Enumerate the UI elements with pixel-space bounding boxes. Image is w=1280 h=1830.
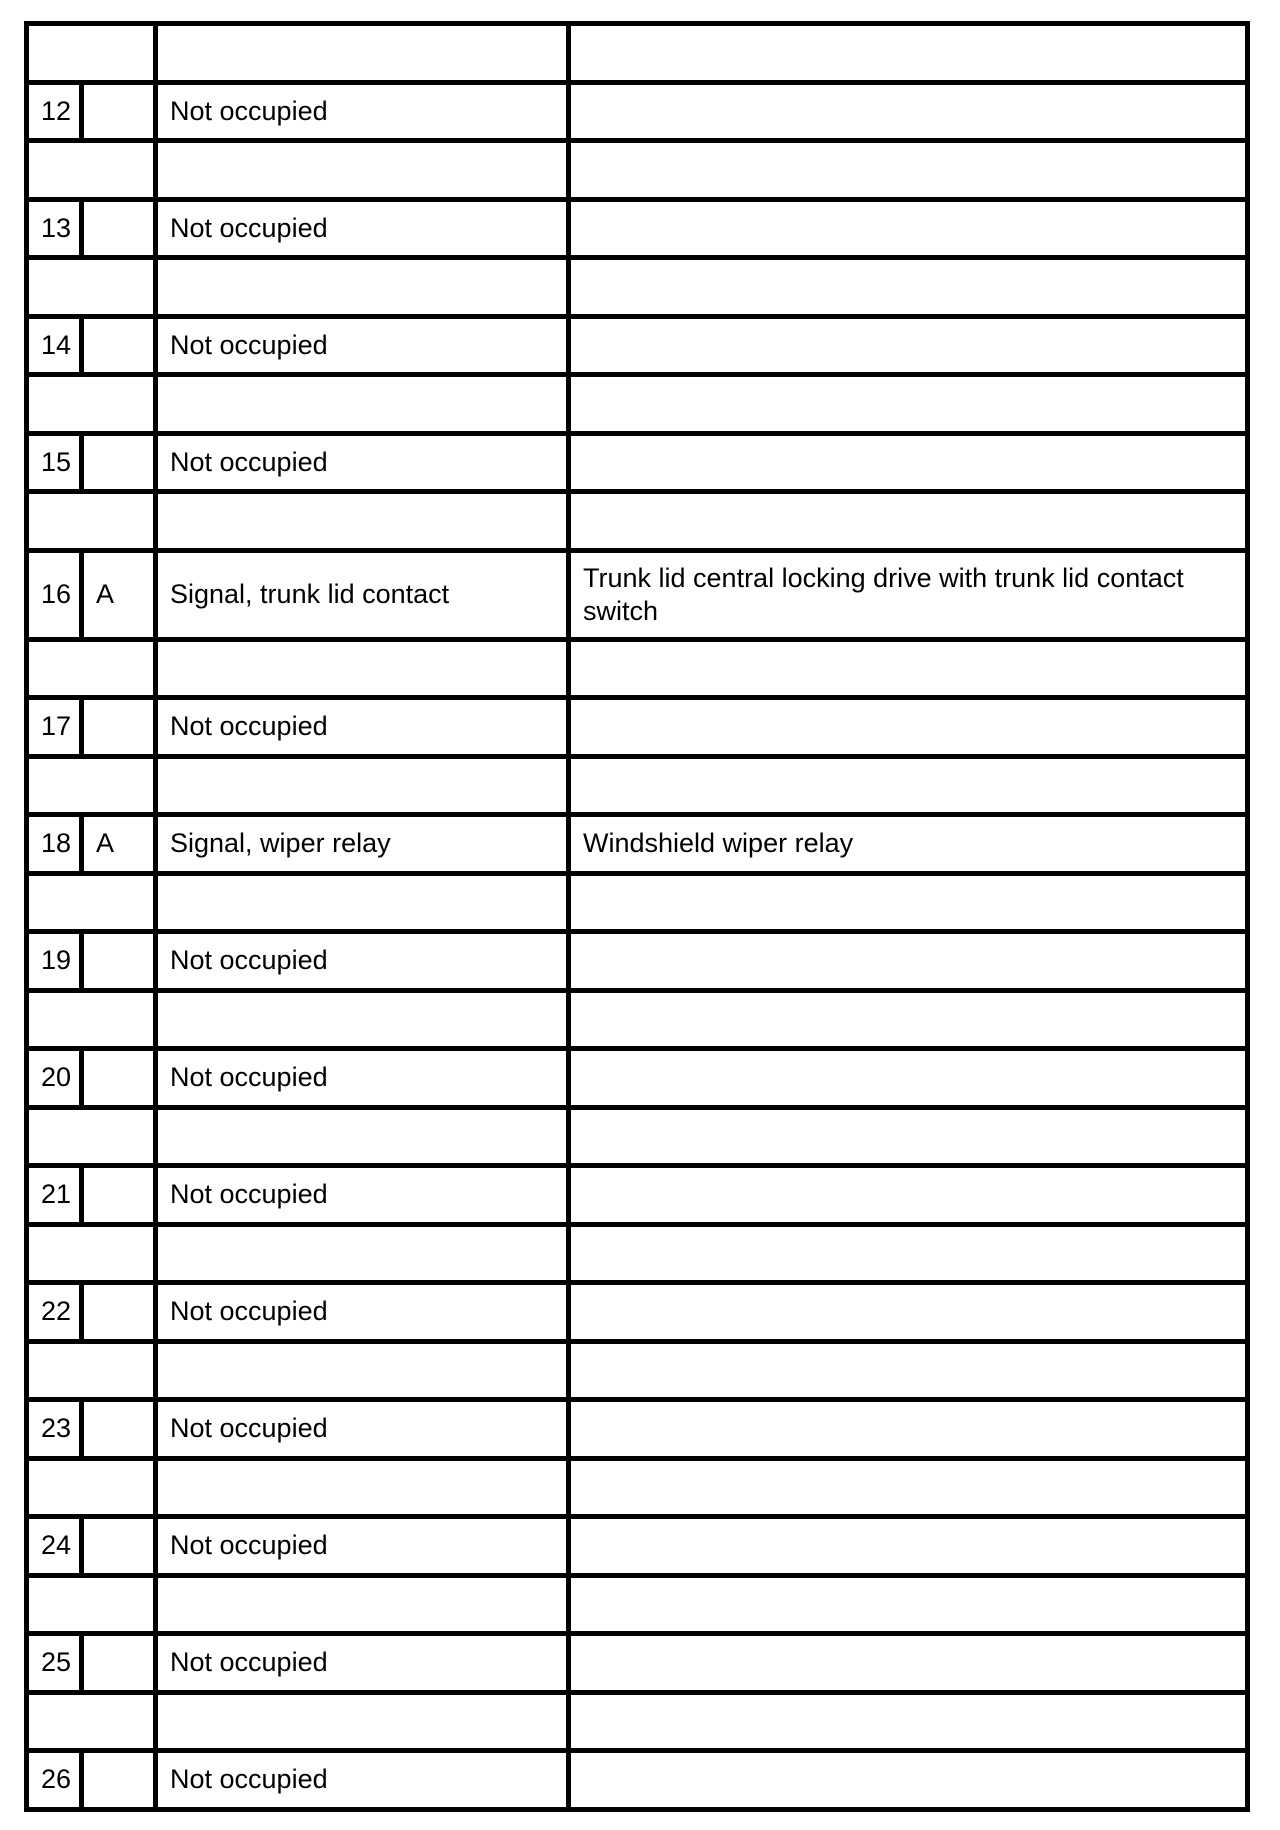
pin-assignment-table — [24, 21, 1250, 1812]
pin-code-cell — [82, 698, 156, 757]
signal-cell: Not occupied — [156, 1751, 569, 1810]
signal-cell: Not occupied — [156, 199, 569, 258]
spacer-component-cell — [569, 873, 1248, 932]
signal-cell: Not occupied — [156, 932, 569, 991]
spacer-component-cell — [569, 1575, 1248, 1634]
signal-cell: Signal, trunk lid contact — [156, 550, 569, 639]
spacer-row — [27, 375, 1248, 434]
spacer-ident-cell — [27, 756, 156, 815]
spacer-row — [27, 258, 1248, 317]
signal-cell: Not occupied — [156, 698, 569, 757]
spacer-component-cell — [569, 141, 1248, 200]
pin-row — [27, 1400, 1248, 1459]
component-cell — [569, 1049, 1248, 1108]
spacer-component-cell — [569, 1458, 1248, 1517]
pin-number-cell: 21 — [27, 1166, 82, 1225]
spacer-signal-cell — [156, 1458, 569, 1517]
spacer-ident-cell — [27, 990, 156, 1049]
pin-number-cell: 25 — [27, 1634, 82, 1693]
spacer-row — [27, 756, 1248, 815]
pin-code-cell — [82, 1634, 156, 1693]
pin-row — [27, 1634, 1248, 1693]
pin-row — [27, 1517, 1248, 1576]
pin-row — [27, 316, 1248, 375]
spacer-ident-cell — [27, 1575, 156, 1634]
signal-cell: Not occupied — [156, 1166, 569, 1225]
spacer-ident-cell — [27, 639, 156, 698]
spacer-row — [27, 639, 1248, 698]
signal-cell: Not occupied — [156, 1517, 569, 1576]
pin-code-cell — [82, 1283, 156, 1342]
spacer-signal-cell — [156, 990, 569, 1049]
spacer-ident-cell — [27, 1341, 156, 1400]
spacer-signal-cell — [156, 756, 569, 815]
pin-code-cell — [82, 82, 156, 141]
spacer-component-cell — [569, 990, 1248, 1049]
component-cell: Trunk lid central locking drive with trunk lid contact switch — [569, 550, 1248, 639]
pin-row — [27, 82, 1248, 141]
pin-row — [27, 1283, 1248, 1342]
spacer-row — [27, 1341, 1248, 1400]
signal-cell: Not occupied — [156, 1400, 569, 1459]
pin-number-cell: 17 — [27, 698, 82, 757]
spacer-row — [27, 1692, 1248, 1751]
spacer-component-cell — [569, 375, 1248, 434]
pin-row — [27, 433, 1248, 492]
pin-row — [27, 815, 1248, 874]
pin-number-cell: 13 — [27, 199, 82, 258]
pin-row — [27, 1166, 1248, 1225]
spacer-signal-cell — [156, 258, 569, 317]
component-cell — [569, 932, 1248, 991]
spacer-signal-cell — [156, 1107, 569, 1166]
spacer-signal-cell — [156, 1341, 569, 1400]
component-cell — [569, 1283, 1248, 1342]
spacer-component-cell — [569, 492, 1248, 551]
spacer-ident-cell — [27, 258, 156, 317]
component-cell — [569, 199, 1248, 258]
pin-number-cell: 19 — [27, 932, 82, 991]
spacer-component-cell — [569, 24, 1248, 83]
pin-code-cell — [82, 932, 156, 991]
pin-code-cell — [82, 1517, 156, 1576]
spacer-row — [27, 873, 1248, 932]
spacer-ident-cell — [27, 1692, 156, 1751]
pin-code-cell — [82, 316, 156, 375]
pin-code-cell — [82, 1166, 156, 1225]
spacer-row — [27, 1224, 1248, 1283]
pin-number-cell: 15 — [27, 433, 82, 492]
spacer-signal-cell — [156, 1575, 569, 1634]
component-cell — [569, 1400, 1248, 1459]
pin-number-cell: 22 — [27, 1283, 82, 1342]
signal-cell: Not occupied — [156, 1283, 569, 1342]
pin-number-cell: 23 — [27, 1400, 82, 1459]
pin-row — [27, 698, 1248, 757]
component-cell — [569, 1166, 1248, 1225]
spacer-signal-cell — [156, 24, 569, 83]
spacer-row — [27, 141, 1248, 200]
component-cell — [569, 1634, 1248, 1693]
signal-cell: Not occupied — [156, 433, 569, 492]
spacer-ident-cell — [27, 492, 156, 551]
spacer-component-cell — [569, 258, 1248, 317]
pin-code-cell — [82, 433, 156, 492]
component-cell — [569, 698, 1248, 757]
signal-cell: Not occupied — [156, 1634, 569, 1693]
spacer-ident-cell — [27, 873, 156, 932]
pin-number-cell: 26 — [27, 1751, 82, 1810]
component-cell — [569, 1517, 1248, 1576]
pin-number-cell: 14 — [27, 316, 82, 375]
pin-number-cell: 16 — [27, 550, 82, 639]
spacer-ident-cell — [27, 24, 156, 83]
pin-code-cell — [82, 1400, 156, 1459]
pin-row — [27, 1049, 1248, 1108]
spacer-component-cell — [569, 1692, 1248, 1751]
spacer-component-cell — [569, 756, 1248, 815]
pin-code-cell — [82, 1751, 156, 1810]
pin-number-cell: 12 — [27, 82, 82, 141]
spacer-row — [27, 24, 1248, 83]
component-cell — [569, 82, 1248, 141]
spacer-signal-cell — [156, 1224, 569, 1283]
signal-cell: Signal, wiper relay — [156, 815, 569, 874]
pin-number-cell: 24 — [27, 1517, 82, 1576]
spacer-signal-cell — [156, 1692, 569, 1751]
spacer-ident-cell — [27, 1224, 156, 1283]
spacer-ident-cell — [27, 375, 156, 434]
signal-cell: Not occupied — [156, 316, 569, 375]
spacer-ident-cell — [27, 141, 156, 200]
pin-number-cell: 20 — [27, 1049, 82, 1108]
spacer-signal-cell — [156, 492, 569, 551]
spacer-signal-cell — [156, 141, 569, 200]
signal-cell: Not occupied — [156, 82, 569, 141]
component-cell — [569, 1751, 1248, 1810]
pin-row — [27, 1751, 1248, 1810]
spacer-component-cell — [569, 1341, 1248, 1400]
spacer-signal-cell — [156, 639, 569, 698]
pin-code-cell — [82, 1049, 156, 1108]
spacer-row — [27, 1458, 1248, 1517]
spacer-ident-cell — [27, 1107, 156, 1166]
pin-number-cell: 18 — [27, 815, 82, 874]
component-cell — [569, 316, 1248, 375]
signal-cell: Not occupied — [156, 1049, 569, 1108]
pin-row — [27, 550, 1248, 639]
spacer-component-cell — [569, 1107, 1248, 1166]
spacer-ident-cell — [27, 1458, 156, 1517]
spacer-component-cell — [569, 639, 1248, 698]
pin-row — [27, 932, 1248, 991]
component-cell — [569, 433, 1248, 492]
spacer-row — [27, 990, 1248, 1049]
spacer-row — [27, 1575, 1248, 1634]
pin-assignment-table-body — [27, 24, 1248, 1810]
spacer-component-cell — [569, 1224, 1248, 1283]
spacer-signal-cell — [156, 375, 569, 434]
pin-row — [27, 199, 1248, 258]
spacer-row — [27, 492, 1248, 551]
pin-code-cell: A — [82, 550, 156, 639]
component-cell: Windshield wiper relay — [569, 815, 1248, 874]
pin-code-cell: A — [82, 815, 156, 874]
pin-code-cell — [82, 199, 156, 258]
spacer-signal-cell — [156, 873, 569, 932]
spacer-row — [27, 1107, 1248, 1166]
